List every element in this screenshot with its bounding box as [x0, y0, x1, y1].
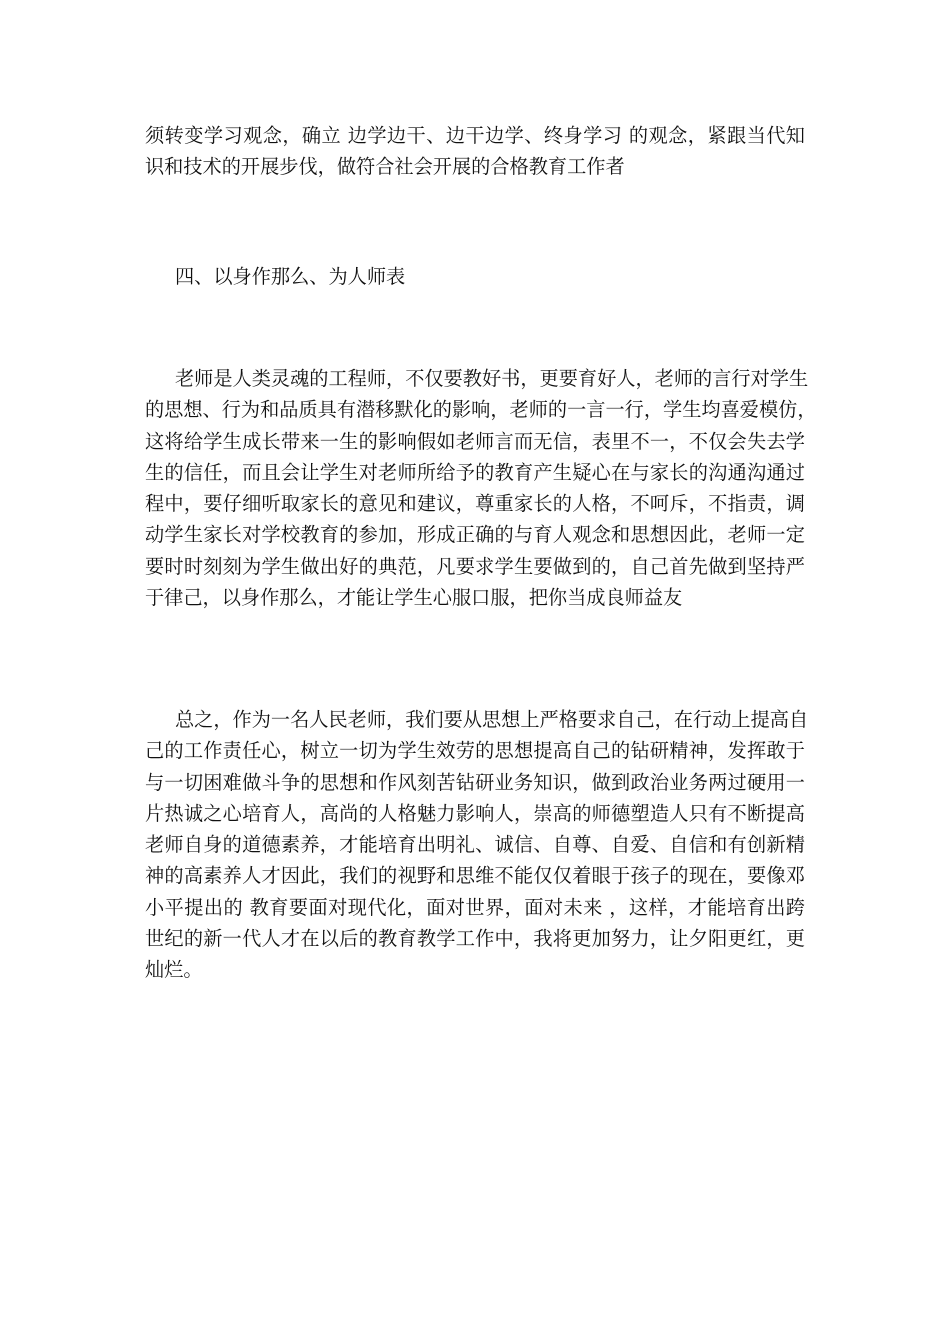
teacher-line-5: 程中，要仔细听取家长的意见和建议，尊重家长的人格，不呵斥，不指责，调	[145, 492, 805, 516]
teacher-line-1: 老师是人类灵魂的工程师，不仅要教好书，更要育好人，老师的言行对学生	[175, 367, 809, 390]
conclusion-line-2: 己的工作责任心，树立一切为学生效劳的思想提高自己的钻研精神，发挥敢于	[145, 739, 805, 763]
conclusion-line-7: 小平提出的 教育要面对现代化，面对世界，面对未来 ，这样，才能培育出跨	[145, 895, 805, 919]
teacher-line-6: 动学生家长对学校教育的参加，形成正确的与育人观念和思想因此，老师一定	[145, 523, 805, 547]
section-heading-text: 四、以身作那么、为人师表	[175, 265, 406, 288]
teacher-line-8: 于律己，以身作那么，才能让学生心服口服，把你当成良师益友	[145, 586, 683, 610]
conclusion-line-9: 灿烂。	[145, 958, 203, 982]
teacher-line-2: 的思想、行为和品质具有潜移默化的影响，老师的一言一行，学生均喜爱模仿，	[145, 398, 817, 422]
conclusion-line-8: 世纪的新一代人才在以后的教育教学工作中，我将更加努力，让夕阳更红，更	[145, 927, 805, 951]
conclusion-line-5: 老师自身的道德素养，才能培育出明礼、诚信、自尊、自爱、自信和有创新精	[145, 833, 805, 857]
conclusion-line-1: 总之，作为一名人民老师，我们要从思想上严格要求自己，在行动上提高自	[175, 708, 809, 731]
conclusion-paragraph	[145, 704, 809, 986]
teacher-line-7: 要时时刻刻为学生做出好的典范，凡要求学生要做到的，自己首先做到坚持严	[145, 554, 805, 578]
teacher-paragraph	[145, 363, 817, 613]
conclusion-line-3: 与一切困难做斗争的思想和作风刻苦钻研业务知识，做到政治业务两过硬用一	[145, 770, 805, 794]
intro-line-1: 须转变学习观念，确立 边学边干、边干边学、终身学习 的观念，紧跟当代知	[145, 124, 805, 147]
teacher-line-4: 生的信任，而且会让学生对老师所给予的教育产生疑心在与家长的沟通沟通过	[145, 460, 805, 484]
section-heading	[145, 261, 805, 292]
intro-line-2: 识和技术的开展步伐，做符合社会开展的合格教育工作者	[145, 155, 625, 179]
conclusion-line-6: 神的高素养人才因此，我们的视野和思维不能仅仅着眼于孩子的现在，要像邓	[145, 864, 805, 888]
intro-paragraph	[145, 120, 805, 183]
conclusion-line-4: 片热诚之心培育人，高尚的人格魅力影响人，崇高的师德塑造人只有不断提高	[145, 801, 805, 825]
teacher-line-3: 这将给学生成长带来一生的影响假如老师言而无信，表里不一，不仅会失去学	[145, 429, 805, 453]
